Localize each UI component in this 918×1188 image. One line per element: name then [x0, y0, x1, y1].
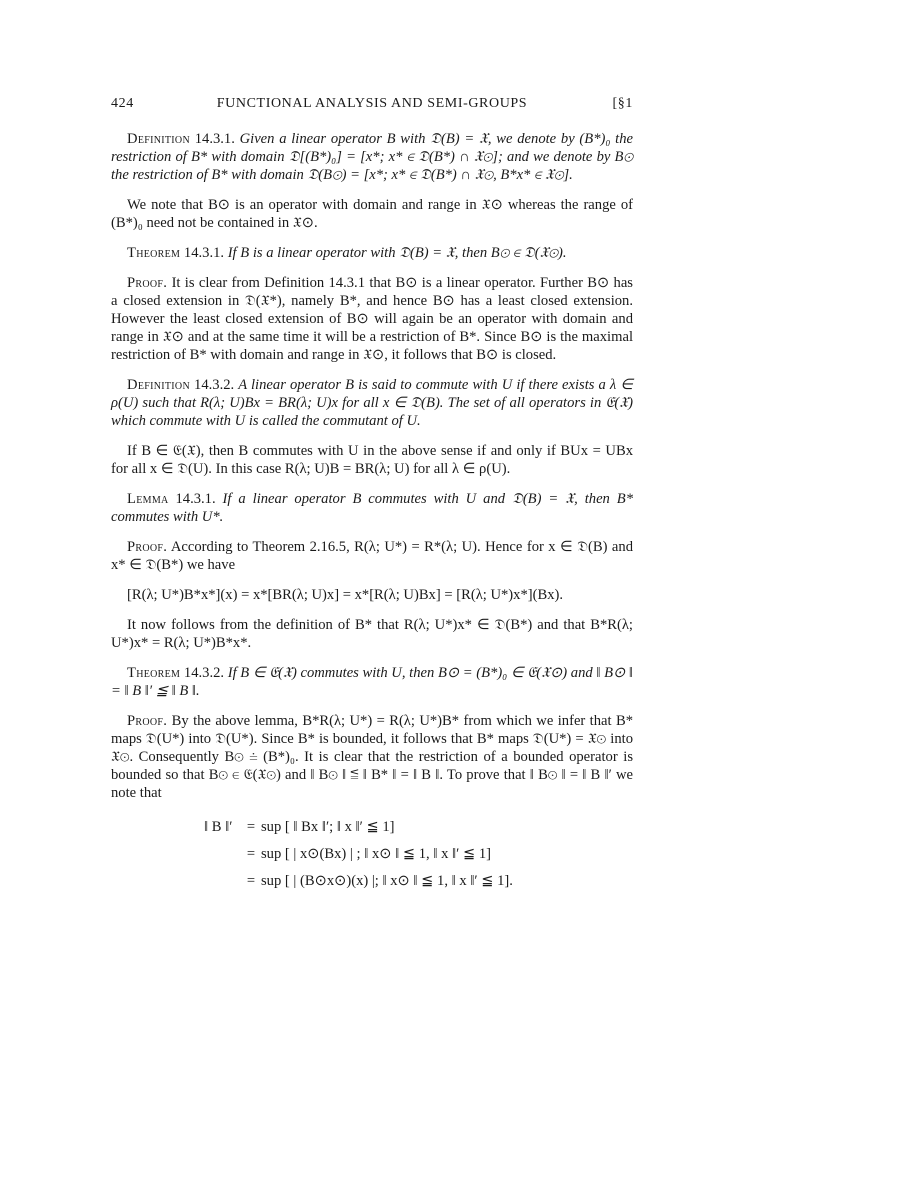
equals-sign: =: [246, 873, 256, 889]
paragraph-note-3: It now follows from the definition of B* that R(λ; U*)x* ∈ 𝔇(B*) and that B*R(λ; U*)x* = R(λ; U*)B*x*.: [111, 617, 633, 651]
theorem-label: Theorem: [127, 665, 181, 681]
theorem-14-3-2: [111, 664, 633, 700]
running-title: FUNCTIONAL ANALYSIS AND SEMI-GROUPS: [216, 96, 528, 111]
definition-number: 14.3.2.: [189, 377, 239, 393]
definition-number: 14.3.1.: [189, 131, 240, 147]
proof-text: According to Theorem 2.16.5, R(λ; U*) = R*(λ; U). Hence for x ∈ 𝔇(B) and x* ∈ 𝔇(B*) we have: [111, 539, 633, 573]
theorem-label: Theorem: [127, 245, 181, 261]
definition-text: Given a linear operator B with 𝔇(B) = 𝔛, we denote by (B*)₀ the restriction of B* with domain 𝔇[(B*)₀] = [x*; x* ∈ 𝔇(B*) ∩ 𝔛⊙]; and we denote by B⊙ the restriction of B* with domain 𝔇(B⊙) = [x*; x* ∈ 𝔇(B*) ∩ 𝔛⊙, B*x* ∈ 𝔛⊙].: [111, 131, 633, 183]
proof-1: [111, 274, 633, 364]
proof-label: Proof.: [127, 713, 168, 729]
section-mark: [§1: [612, 96, 633, 111]
definition-14-3-1: [111, 130, 633, 184]
equals-sign: =: [246, 819, 256, 835]
proof-label: Proof.: [127, 539, 168, 555]
equation-rhs-2: sup [ | x⊙(Bx) | ; ‖ x⊙ ‖ ≦ 1, ‖ x ‖′ ≦ 1]: [261, 846, 491, 862]
paragraph-note-2: If B ∈ 𝔈(𝔛), then B commutes with U in the above sense if and only if BUx = UBx for all x ∈ 𝔇(U). In this case R(λ; U)B = BR(λ; U) for all λ ∈ ρ(U).: [111, 443, 633, 477]
equation-line: [204, 841, 633, 868]
lemma-number: 14.3.1.: [168, 491, 223, 507]
proof-3: [111, 712, 633, 802]
definition-label: Definition: [127, 377, 190, 393]
theorem-text: If B ∈ 𝔈(𝔛) commutes with U, then B⊙ = (B*)₀ ∈ 𝔈(𝔛⊙) and ‖ B⊙ ‖ = ‖ B ‖′ ≦ ‖ B ‖.: [111, 665, 633, 699]
theorem-14-3-1: [111, 244, 633, 262]
equals-sign: =: [246, 846, 256, 862]
proof-text: It is clear from Definition 14.3.1 that B⊙ is a linear operator. Further B⊙ has a closed extension in 𝔇(𝔛*), namely B*, and hence B⊙ has a least closed extension. However the least closed extension of B⊙ will again be an operator with domain and range in 𝔛⊙ and at the same time it will be a restriction of B*. Since B⊙ is the maximal restriction of B* with domain and range in 𝔛⊙, it follows that B⊙ is closed.: [111, 275, 633, 363]
equation-line: [204, 814, 633, 841]
theorem-number: 14.3.2.: [180, 665, 228, 681]
proof-label: Proof.: [127, 275, 168, 291]
equation-line: [204, 868, 633, 895]
page-number: 424: [111, 96, 134, 111]
paragraph-note-1: We note that B⊙ is an operator with domain and range in 𝔛⊙ whereas the range of (B*)₀ need not be contained in 𝔛⊙.: [111, 197, 633, 231]
equation-rhs-3: sup [ | (B⊙x⊙)(x) |; ‖ x⊙ ‖ ≦ 1, ‖ x ‖′ ≦ 1].: [261, 873, 513, 889]
equation-block: [204, 814, 633, 895]
lemma-label: Lemma: [127, 491, 169, 507]
display-equation: [R(λ; U*)B*x*](x) = x*[BR(λ; U)x] = x*[R(λ; U)Bx] = [R(λ; U*)x*](Bx).: [127, 587, 564, 603]
definition-14-3-2: [111, 376, 633, 430]
page-body: [111, 130, 633, 895]
theorem-text: If B is a linear operator with 𝔇(B) = 𝔛, then B⊙ ∈ 𝔇(𝔛⊙).: [227, 245, 567, 261]
lemma-14-3-1: [111, 490, 633, 526]
equation-lhs: ‖ B ‖′: [204, 819, 233, 835]
proof-2: [111, 538, 633, 574]
theorem-number: 14.3.1.: [180, 245, 228, 261]
definition-label: Definition: [127, 131, 190, 147]
proof-text: By the above lemma, B*R(λ; U*) = R(λ; U*)B* from which we infer that B* maps 𝔇(U*) into 𝔇(U*). Since B* is bounded, it follows that B* maps 𝔇(U*) = 𝔛⊙ into 𝔛⊙. Consequently B⊙ ≐ (B*)₀. It is clear that the restriction of a bounded operator is bounded so that B⊙ ∈ 𝔈(𝔛⊙) and ‖ B⊙ ‖ ≦ ‖ B* ‖ = ‖ B ‖. To prove that ‖ B⊙ ‖ = ‖ B ‖′ we note that: [111, 713, 633, 801]
definition-text: A linear operator B is said to commute with U if there exists a λ ∈ ρ(U) such that R(λ; U)Bx = BR(λ; U)x for all x ∈ 𝔇(B). The set of all operators in 𝔈(𝔛) which commute with U is called the commutant of U.: [111, 377, 634, 429]
lemma-text: If a linear operator B commutes with U and 𝔇(B) = 𝔛, then B* commutes with U*.: [111, 491, 633, 525]
equation-rhs-1: sup [ ‖ Bx ‖′; ‖ x ‖′ ≦ 1]: [261, 819, 395, 835]
